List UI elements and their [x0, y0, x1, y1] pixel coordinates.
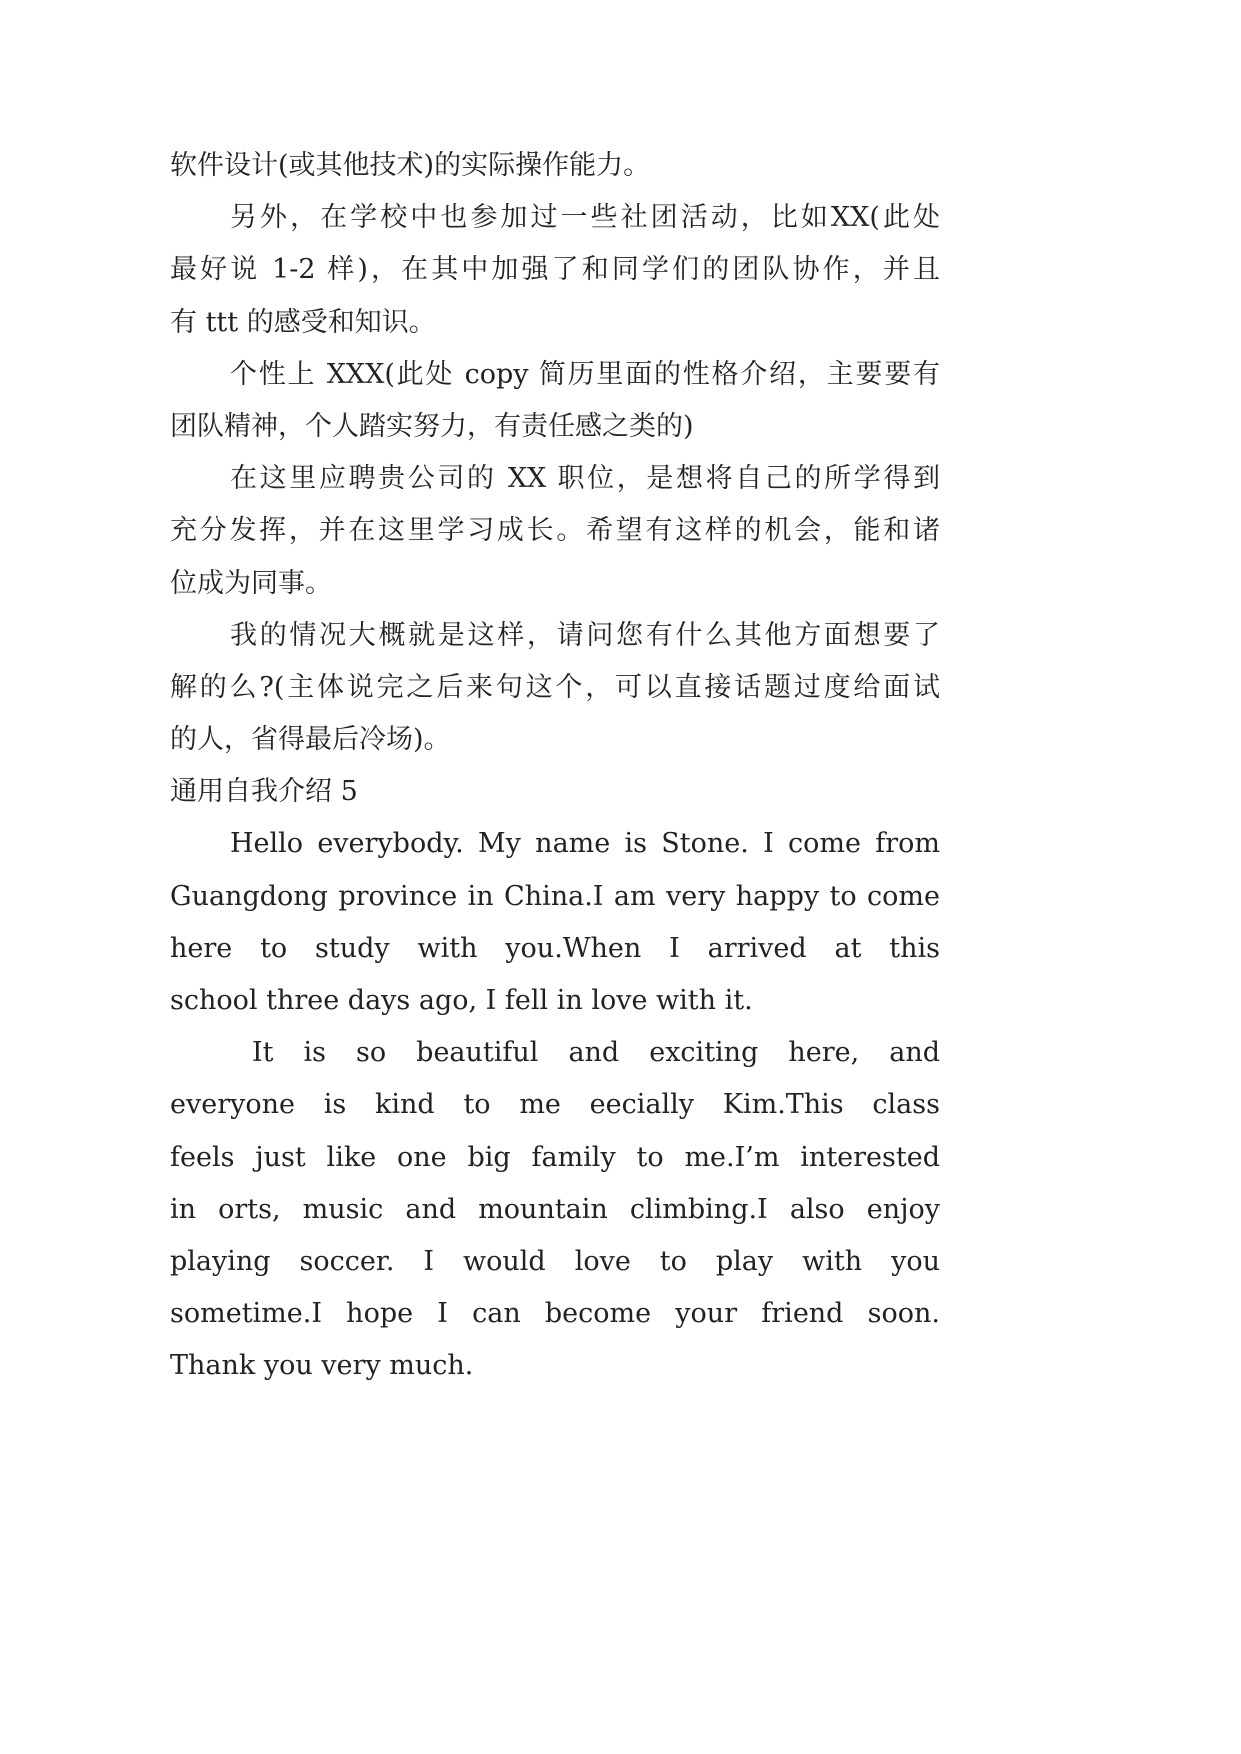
- paragraph: [170, 192, 940, 349]
- text-line: Hello everybody. My name is Stone. I come from: [230, 828, 940, 860]
- text-line: 在这里应聘贵公司的 XX 职位，是想将自己的所学得到: [230, 463, 940, 495]
- text-line: Thank you very much.: [170, 1350, 474, 1382]
- text-line: everyone is kind to me eecially Kim.This class: [170, 1089, 940, 1121]
- text-line: 解的么?(主体说完之后来句这个，可以直接话题过度给面试: [170, 671, 940, 703]
- text-line: 充分发挥，并在这里学习成长。希望有这样的机会，能和诸: [170, 515, 940, 547]
- paragraph: [170, 610, 940, 767]
- paragraph: [170, 349, 940, 453]
- text-line: Guangdong province in China.I am very happy to come: [170, 880, 940, 912]
- paragraph: [170, 1027, 940, 1392]
- text-line: feels just like one big family to me.I’m interested: [170, 1141, 940, 1173]
- text-line: sometime.I hope I can become your friend soon.: [170, 1298, 940, 1330]
- text-line: 有 ttt 的感受和知识。: [170, 306, 436, 338]
- text-line: 另外，在学校中也参加过一些社团活动，比如XX(此处: [230, 202, 940, 234]
- text-line: 软件设计(或其他技术)的实际操作能力。: [170, 150, 651, 181]
- document-page: [170, 140, 940, 1393]
- paragraph: [170, 818, 940, 1027]
- text-line: school three days ago, I fell in love with it.: [170, 985, 753, 1016]
- text-line: 的人，省得最后冷场)。: [170, 724, 451, 756]
- text-line: 我的情况大概就是这样，请问您有什么其他方面想要了: [230, 619, 940, 651]
- text-line: 通用自我介绍 5: [170, 776, 358, 808]
- text-line: 个性上 XXX(此处 copy 简历里面的性格介绍，主要要有: [230, 358, 940, 390]
- text-line: 位成为同事。: [170, 567, 332, 599]
- paragraph: [170, 453, 940, 610]
- text-line: 最好说 1-2 样)，在其中加强了和同学们的团队协作，并且: [170, 254, 940, 286]
- text-line: in orts, music and mountain climbing.I also enjoy: [170, 1193, 940, 1225]
- text-line: here to study with you.When I arrived at this: [170, 932, 940, 964]
- text-line: playing soccer. I would love to play with you: [170, 1245, 940, 1277]
- text-line: 团队精神，个人踏实努力，有责任感之类的): [170, 410, 694, 442]
- paragraph: [170, 140, 940, 192]
- text-line: It is so beautiful and exciting here, and: [252, 1037, 940, 1069]
- section-heading: [170, 766, 940, 818]
